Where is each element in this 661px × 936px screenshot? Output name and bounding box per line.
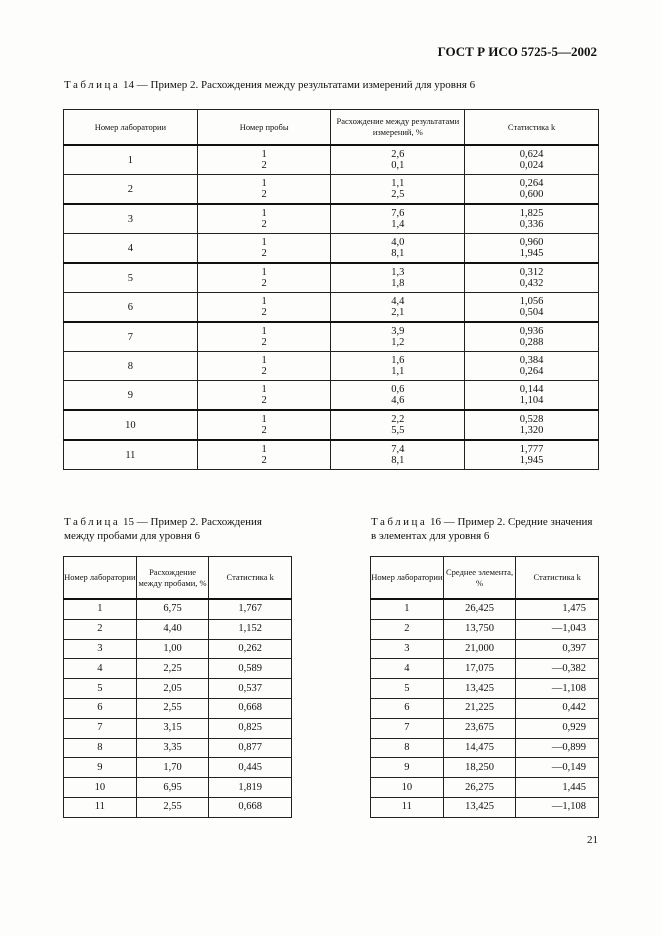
diff-value: 0,1: [391, 160, 405, 171]
table-row: [64, 145, 599, 175]
diff-value: 5,5: [391, 425, 405, 436]
probes-value: 1: [261, 414, 267, 425]
lab-number-cell: 6: [64, 698, 137, 718]
lab-number-cell: 3: [371, 639, 444, 659]
diff-value: 4,4: [391, 296, 405, 307]
table-14: [63, 109, 599, 470]
diff-value: 8,1: [391, 248, 405, 259]
diff-cell: 3,15: [136, 718, 209, 738]
lab-number-cell: 7: [64, 718, 137, 738]
probes-value: 1: [261, 296, 267, 307]
probes-cell: [197, 410, 331, 440]
table14-caption-word: Таблица: [64, 79, 121, 91]
page-number: 21: [587, 834, 598, 846]
k-cell: [465, 322, 599, 352]
diff-cell: 2,25: [136, 659, 209, 679]
diff-value: 1,6: [391, 355, 405, 366]
diff-cell: [331, 352, 465, 381]
table14-header-probe: Номер пробы: [197, 110, 331, 146]
lab-number-cell: 5: [64, 679, 137, 699]
diff-value: 2,2: [391, 414, 405, 425]
mean-cell: 21,225: [443, 698, 516, 718]
probes-value: 1: [261, 237, 267, 248]
diff-cell: 1,00: [136, 639, 209, 659]
lab-number-cell: 4: [64, 234, 198, 264]
diff-value: 1,3: [391, 267, 405, 278]
table-row: [64, 263, 599, 293]
probes-value: 2: [261, 278, 267, 289]
table-row: [64, 234, 599, 264]
table16-caption-text: 16 — Пример 2. Средние значения в элементах для уровня 6: [371, 516, 593, 542]
k-value: 0,936: [519, 326, 544, 337]
diff-value: 3,9: [391, 326, 405, 337]
table14-caption: [64, 78, 604, 92]
diff-cell: 6,75: [136, 599, 209, 619]
k-value: 0,504: [519, 307, 544, 318]
lab-number-cell: 2: [64, 619, 137, 639]
table-row: [64, 659, 292, 679]
k-value: 0,312: [519, 267, 544, 278]
k-value: 0,624: [519, 149, 544, 160]
diff-value: 1,2: [391, 337, 405, 348]
k-cell: [465, 440, 599, 470]
probes-value: 2: [261, 189, 267, 200]
diff-value: 7,4: [391, 444, 405, 455]
k-cell: 0,877: [209, 738, 292, 758]
lab-number-cell: 3: [64, 639, 137, 659]
k-cell: 1,767: [209, 599, 292, 619]
k-cell: [465, 352, 599, 381]
table15-caption-text: 15 — Пример 2. Расхождения между пробами для уровня 6: [64, 516, 262, 542]
table15-caption-word: Таблица: [64, 516, 121, 528]
table-row: [64, 778, 292, 798]
lab-number-cell: 4: [371, 659, 444, 679]
table-row: [64, 758, 292, 778]
probes-cell: [197, 352, 331, 381]
table-row: [371, 718, 599, 738]
k-cell: [465, 204, 599, 234]
k-cell: —0,149: [516, 758, 599, 778]
mean-cell: 18,250: [443, 758, 516, 778]
mean-cell: 21,000: [443, 639, 516, 659]
probes-cell: [197, 175, 331, 205]
diff-cell: [331, 293, 465, 323]
lab-number-cell: 2: [371, 619, 444, 639]
table15-header-k: Статистика k: [209, 557, 292, 600]
k-value: 1,777: [519, 444, 544, 455]
table-row: [371, 797, 599, 817]
lab-number-cell: 1: [371, 599, 444, 619]
k-value: 0,384: [519, 355, 544, 366]
probes-value: 2: [261, 219, 267, 230]
lab-number-cell: 11: [64, 440, 198, 470]
lab-number-cell: 7: [64, 322, 198, 352]
diff-value: 4,6: [391, 395, 405, 406]
diff-value: 7,6: [391, 208, 405, 219]
lab-number-cell: 5: [371, 679, 444, 699]
k-cell: —0,899: [516, 738, 599, 758]
probes-value: 2: [261, 455, 267, 466]
k-cell: 0,262: [209, 639, 292, 659]
document-header: ГОСТ Р ИСО 5725-5—2002: [437, 44, 597, 59]
table16-caption-word: Таблица: [371, 516, 428, 528]
lab-number-cell: 10: [64, 410, 198, 440]
diff-cell: [331, 175, 465, 205]
k-cell: 1,475: [516, 599, 599, 619]
table-row: [64, 352, 599, 381]
probes-cell: [197, 234, 331, 264]
diff-cell: [331, 381, 465, 411]
k-value: 1,056: [519, 296, 544, 307]
probes-value: 2: [261, 366, 267, 377]
mean-cell: 26,425: [443, 599, 516, 619]
table-row: [64, 639, 292, 659]
k-cell: 1,819: [209, 778, 292, 798]
diff-cell: [331, 234, 465, 264]
lab-number-cell: 9: [371, 758, 444, 778]
diff-value: 2,5: [391, 189, 405, 200]
probes-value: 1: [261, 444, 267, 455]
table-row: [371, 679, 599, 699]
table-row: [64, 679, 292, 699]
k-cell: —1,108: [516, 679, 599, 699]
k-value: 0,144: [519, 384, 544, 395]
diff-cell: 1,70: [136, 758, 209, 778]
table14-header-lab: Номер лаборатории: [64, 110, 198, 146]
table-row: [371, 738, 599, 758]
diff-cell: 2,55: [136, 797, 209, 817]
k-cell: 0,668: [209, 797, 292, 817]
probes-value: 1: [261, 267, 267, 278]
probes-value: 1: [261, 208, 267, 219]
diff-value: 1,1: [391, 178, 405, 189]
mean-cell: 14,475: [443, 738, 516, 758]
table-row: [64, 619, 292, 639]
diff-value: 1,8: [391, 278, 405, 289]
probes-value: 2: [261, 248, 267, 259]
k-cell: 0,537: [209, 679, 292, 699]
k-cell: 0,442: [516, 698, 599, 718]
table-row: [64, 293, 599, 323]
diff-cell: 2,55: [136, 698, 209, 718]
mean-cell: 13,425: [443, 797, 516, 817]
diff-value: 1,4: [391, 219, 405, 230]
k-cell: 0,825: [209, 718, 292, 738]
table-row: [64, 599, 292, 619]
probes-value: 2: [261, 425, 267, 436]
table-row: [64, 718, 292, 738]
probes-cell: [197, 381, 331, 411]
diff-value: 8,1: [391, 455, 405, 466]
lab-number-cell: 7: [371, 718, 444, 738]
probes-cell: [197, 204, 331, 234]
lab-number-cell: 10: [64, 778, 137, 798]
table-row: [371, 639, 599, 659]
table16-header-lab: Номер лаборатории: [371, 557, 444, 600]
table-row: [371, 698, 599, 718]
lab-number-cell: 9: [64, 758, 137, 778]
probes-value: 2: [261, 160, 267, 171]
table-row: [64, 381, 599, 411]
probes-value: 2: [261, 337, 267, 348]
k-cell: 0,589: [209, 659, 292, 679]
k-cell: 1,152: [209, 619, 292, 639]
diff-cell: [331, 263, 465, 293]
lab-number-cell: 11: [371, 797, 444, 817]
k-cell: —1,108: [516, 797, 599, 817]
table-row: [64, 322, 599, 352]
k-value: 0,960: [519, 237, 544, 248]
probes-cell: [197, 322, 331, 352]
k-value: 0,288: [519, 337, 544, 348]
diff-cell: [331, 145, 465, 175]
lab-number-cell: 3: [64, 204, 198, 234]
lab-number-cell: 5: [64, 263, 198, 293]
mean-cell: 17,075: [443, 659, 516, 679]
probes-cell: [197, 263, 331, 293]
diff-cell: 2,05: [136, 679, 209, 699]
k-cell: 0,397: [516, 639, 599, 659]
probes-value: 2: [261, 307, 267, 318]
table-row: [371, 758, 599, 778]
k-value: 0,336: [519, 219, 544, 230]
table-16: [370, 556, 599, 818]
lab-number-cell: 9: [64, 381, 198, 411]
table-row: [64, 204, 599, 234]
table-row: [371, 659, 599, 679]
table-row: [64, 797, 292, 817]
diff-cell: [331, 410, 465, 440]
lab-number-cell: 10: [371, 778, 444, 798]
k-cell: 0,929: [516, 718, 599, 738]
table-row: [64, 698, 292, 718]
k-cell: [465, 410, 599, 440]
table15-header-diff: Расхождение между пробами, %: [136, 557, 209, 600]
k-value: 0,432: [519, 278, 544, 289]
k-value: 1,104: [519, 395, 544, 406]
mean-cell: 13,750: [443, 619, 516, 639]
k-value: 0,024: [519, 160, 544, 171]
k-cell: 1,445: [516, 778, 599, 798]
table16-caption: [371, 515, 599, 543]
k-value: 0,264: [519, 178, 544, 189]
table-row: [64, 440, 599, 470]
k-cell: —1,043: [516, 619, 599, 639]
probes-value: 1: [261, 178, 267, 189]
lab-number-cell: 4: [64, 659, 137, 679]
probes-value: 1: [261, 326, 267, 337]
k-cell: 0,445: [209, 758, 292, 778]
table14-caption-text: 14 — Пример 2. Расхождения между результатами измерений для уровня 6: [123, 79, 476, 91]
probes-value: 1: [261, 355, 267, 366]
k-cell: —0,382: [516, 659, 599, 679]
lab-number-cell: 6: [371, 698, 444, 718]
table-row: [64, 175, 599, 205]
lab-number-cell: 8: [371, 738, 444, 758]
probes-value: 2: [261, 395, 267, 406]
table-row: [64, 410, 599, 440]
diff-value: 0,6: [391, 384, 405, 395]
lab-number-cell: 8: [64, 738, 137, 758]
table15-header-lab: Номер лаборатории: [64, 557, 137, 600]
lab-number-cell: 2: [64, 175, 198, 205]
probes-cell: [197, 145, 331, 175]
k-value: 0,264: [519, 366, 544, 377]
k-value: 0,528: [519, 414, 544, 425]
diff-cell: [331, 440, 465, 470]
lab-number-cell: 11: [64, 797, 137, 817]
mean-cell: 26,275: [443, 778, 516, 798]
k-value: 1,945: [519, 455, 544, 466]
lab-number-cell: 6: [64, 293, 198, 323]
table-row: [371, 778, 599, 798]
table-row: [371, 599, 599, 619]
diff-cell: 6,95: [136, 778, 209, 798]
mean-cell: 23,675: [443, 718, 516, 738]
table15-caption: [64, 515, 294, 543]
k-value: 1,320: [519, 425, 544, 436]
diff-cell: [331, 204, 465, 234]
table16-header-k: Статистика k: [516, 557, 599, 600]
table14-header-diff: Расхождение между результатами измерений, %: [331, 110, 465, 146]
probes-cell: [197, 293, 331, 323]
k-cell: [465, 293, 599, 323]
k-value: 1,945: [519, 248, 544, 259]
diff-value: 2,6: [391, 149, 405, 160]
probes-value: 1: [261, 384, 267, 395]
probes-value: 1: [261, 149, 267, 160]
k-cell: 0,668: [209, 698, 292, 718]
table16-header-mean: Среднее элемента, %: [443, 557, 516, 600]
table-row: [371, 619, 599, 639]
diff-value: 4,0: [391, 237, 405, 248]
probes-cell: [197, 440, 331, 470]
diff-cell: 3,35: [136, 738, 209, 758]
k-cell: [465, 381, 599, 411]
diff-cell: [331, 322, 465, 352]
diff-cell: 4,40: [136, 619, 209, 639]
table-15: [63, 556, 292, 818]
k-cell: [465, 175, 599, 205]
table-row: [64, 738, 292, 758]
k-value: 1,825: [519, 208, 544, 219]
k-value: 0,600: [519, 189, 544, 200]
diff-value: 2,1: [391, 307, 405, 318]
table14-header-k: Статистика k: [465, 110, 599, 146]
mean-cell: 13,425: [443, 679, 516, 699]
diff-value: 1,1: [391, 366, 405, 377]
k-cell: [465, 263, 599, 293]
k-cell: [465, 234, 599, 264]
k-cell: [465, 145, 599, 175]
lab-number-cell: 1: [64, 145, 198, 175]
lab-number-cell: 8: [64, 352, 198, 381]
lab-number-cell: 1: [64, 599, 137, 619]
